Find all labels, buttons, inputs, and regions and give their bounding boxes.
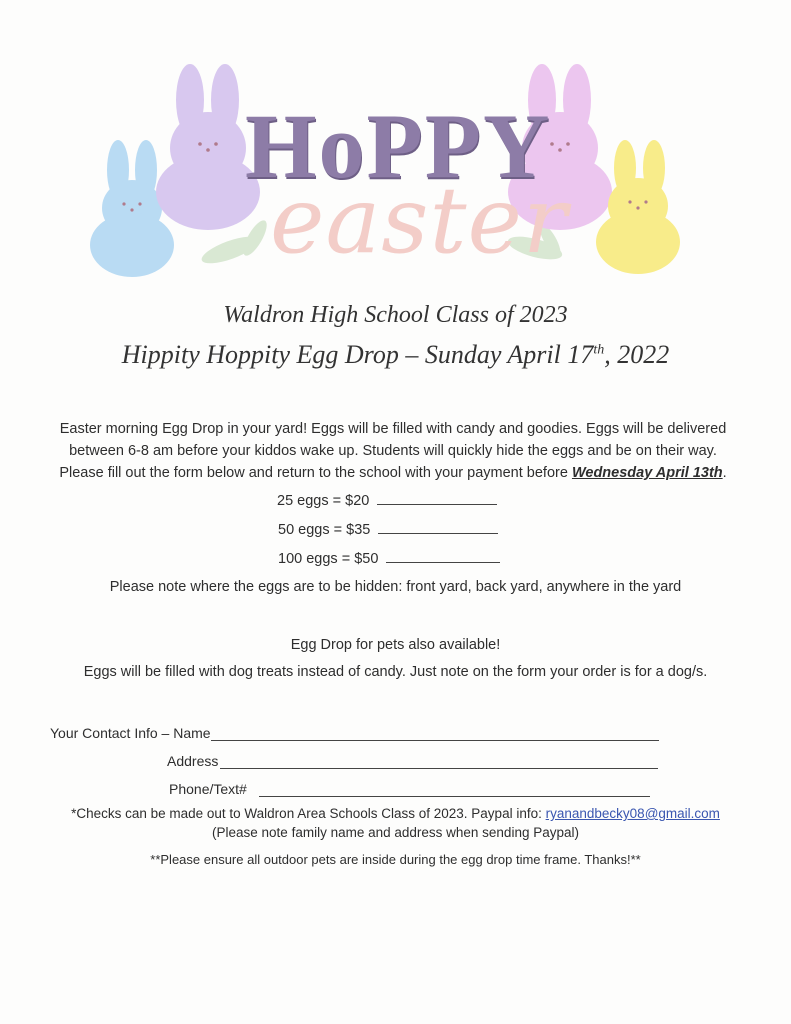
event-heading-prefix: Hippity Hoppity Egg Drop – Sunday April 17 bbox=[121, 340, 594, 369]
paypal-note: (Please note family name and address when sending Paypal) bbox=[212, 825, 579, 840]
address-label: Address bbox=[167, 753, 219, 769]
name-field[interactable] bbox=[211, 740, 659, 741]
event-heading-sup: th bbox=[593, 342, 605, 358]
pets-headline: Egg Drop for pets also available! bbox=[290, 637, 501, 653]
price-label: 50 eggs = $35 bbox=[278, 522, 371, 538]
pets-warning: **Please ensure all outdoor pets are inside during the egg drop time frame. Thanks!** bbox=[150, 852, 641, 867]
address-field[interactable] bbox=[220, 768, 658, 769]
checks-info bbox=[0, 806, 791, 821]
price-option-100 bbox=[278, 550, 500, 567]
price-label: 25 eggs = $20 bbox=[277, 493, 370, 509]
yellow-bunny-icon bbox=[596, 140, 680, 274]
event-heading bbox=[0, 340, 791, 370]
price-label: 100 eggs = $50 bbox=[278, 551, 379, 567]
price-option-25 bbox=[277, 492, 497, 509]
intro-paragraph bbox=[48, 418, 738, 484]
intro-text: Easter morning Egg Drop in your yard! Eggs will be filled with candy and goodies. Eggs will be delivered between 6-8 am before your kiddos wake up. Students will quickly hide the eggs and be on their way. Please fill out the form below and return to the school with your payment before bbox=[59, 421, 727, 481]
paypal-email-link[interactable]: ryanandbecky08@gmail.com bbox=[545, 806, 720, 821]
hide-location-note: Please note where the eggs are to be hidden: front yard, back yard, anywhere in the yard bbox=[109, 579, 682, 595]
school-class-heading: Waldron High School Class of 2023 bbox=[223, 302, 568, 328]
deadline-date: Wednesday April 13th bbox=[571, 465, 723, 481]
easter-title: easter bbox=[270, 167, 568, 274]
price-blank[interactable] bbox=[386, 550, 500, 563]
contact-name-label: Your Contact Info – Name bbox=[50, 725, 211, 741]
event-heading-suffix: , 2022 bbox=[604, 340, 670, 369]
intro-end: . bbox=[722, 465, 727, 481]
phone-label: Phone/Text# bbox=[169, 781, 247, 797]
price-blank[interactable] bbox=[377, 492, 497, 505]
pets-detail: Eggs will be filled with dog treats instead of candy. Just note on the form your order is for a dog/s. bbox=[83, 664, 708, 680]
price-blank[interactable] bbox=[378, 521, 498, 534]
hoppy-title: HoPPY bbox=[245, 95, 552, 197]
phone-field[interactable] bbox=[259, 796, 650, 797]
price-option-50 bbox=[278, 521, 498, 538]
checks-text: *Checks can be made out to Waldron Area Schools Class of 2023. Paypal info: bbox=[71, 806, 542, 821]
